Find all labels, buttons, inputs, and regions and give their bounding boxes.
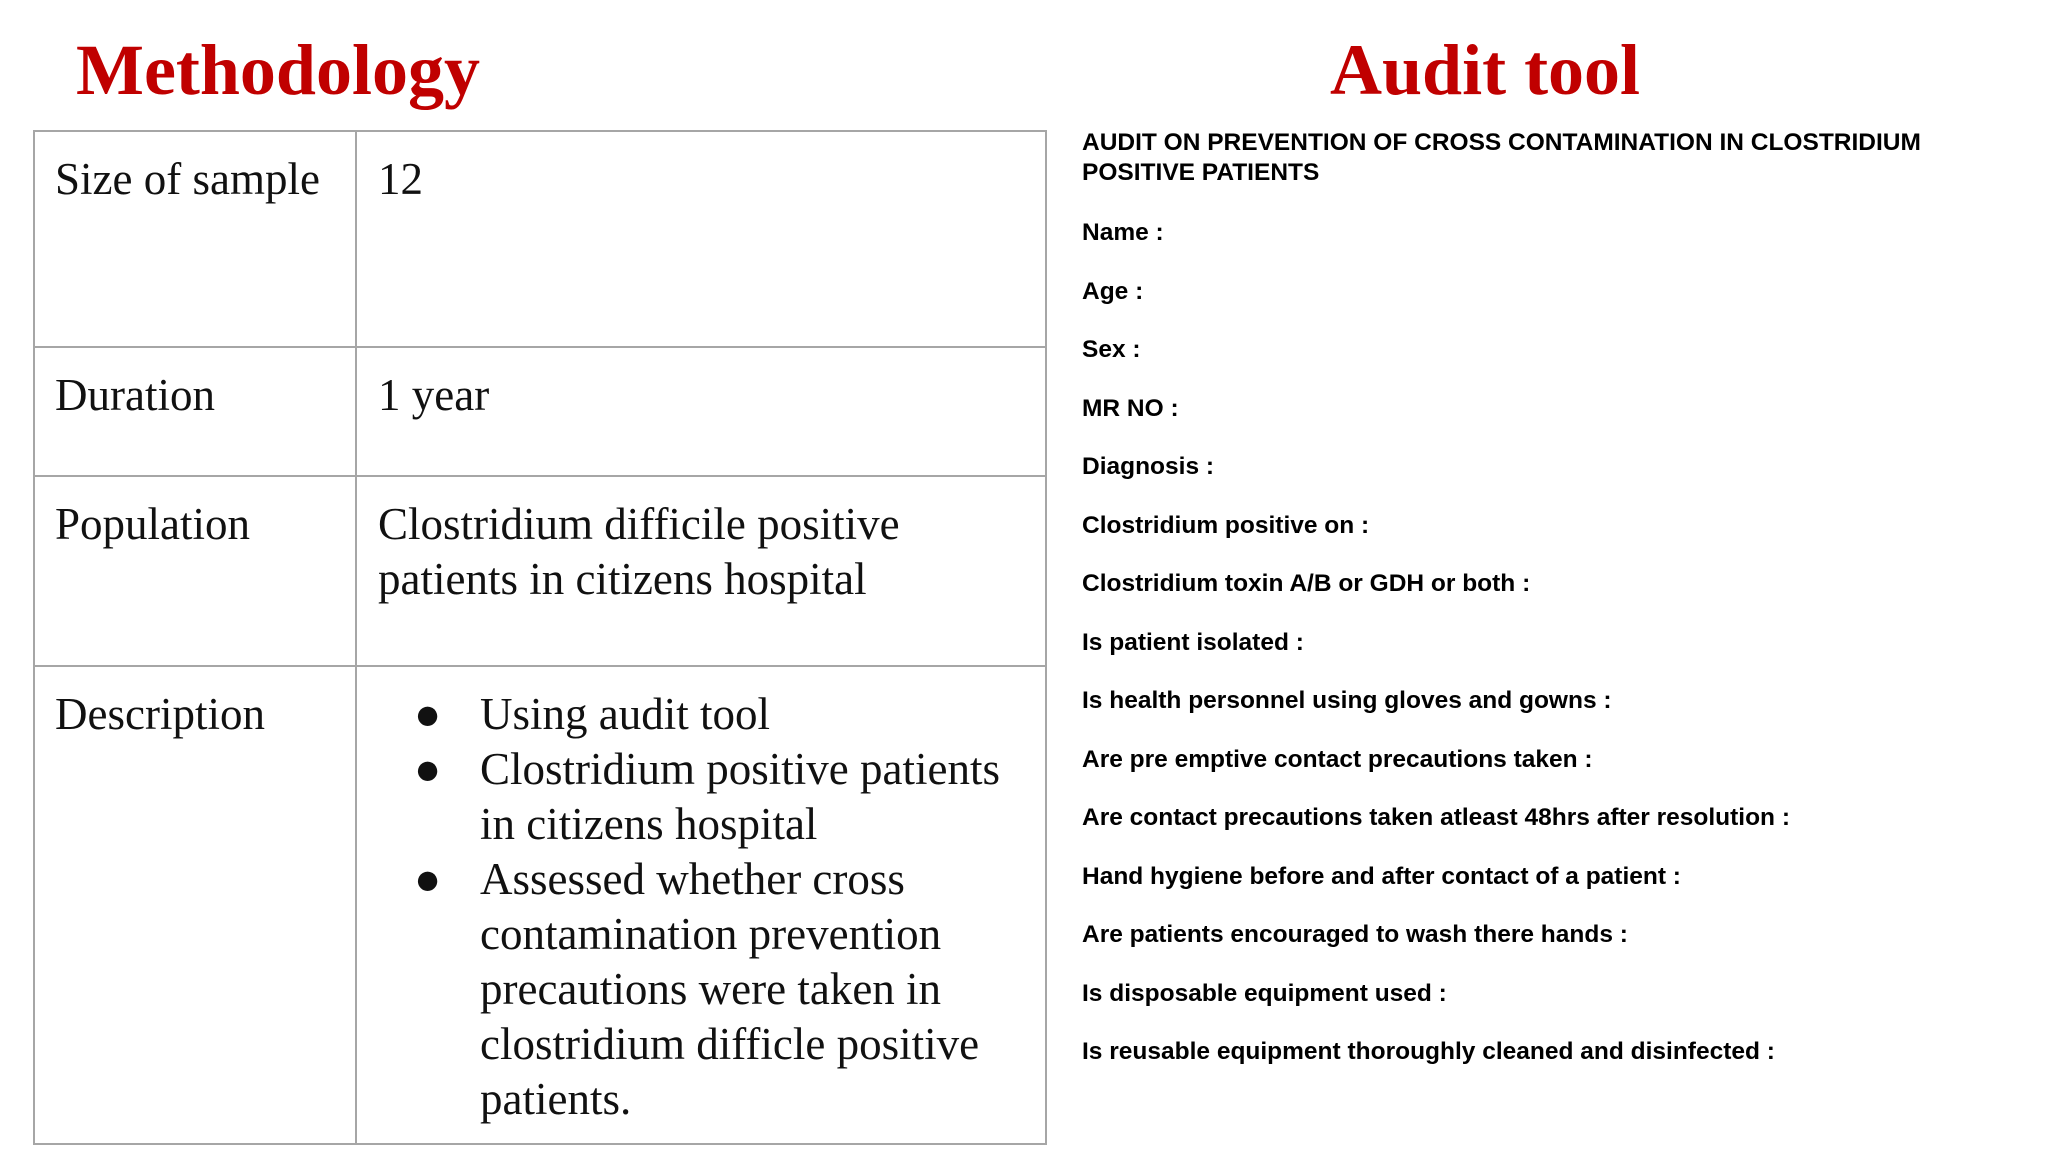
row-value: 1 year (356, 347, 1046, 476)
audit-field-clostridium-positive-on: Clostridium positive on : (1082, 511, 1370, 539)
audit-field-patient-isolated: Is patient isolated : (1082, 628, 1304, 656)
methodology-table (33, 130, 1047, 1145)
table-row-population (34, 476, 1046, 666)
row-label: Size of sample (34, 131, 356, 347)
table-row-size-of-sample (34, 131, 1046, 347)
audit-field-pre-emptive-precautions: Are pre emptive contact precautions taken : (1082, 745, 1593, 773)
row-value: 12 (356, 131, 1046, 347)
audit-field-gloves-and-gowns: Is health personnel using gloves and gowns : (1082, 687, 1612, 714)
audit-field-disposable-equipment: Is disposable equipment used : (1082, 979, 1447, 1007)
row-value: Clostridium difficile positive patients in citizens hospital (356, 476, 1046, 666)
audit-tool-form (1082, 128, 2022, 1065)
audit-tool-heading: Audit tool (1330, 30, 1641, 110)
audit-field-contact-precautions-48hrs: Are contact precautions taken atleast 48hrs after resolution : (1082, 804, 1790, 831)
audit-field-sex: Sex : (1082, 336, 1141, 363)
bullet-icon: ● (414, 854, 442, 904)
list-item (378, 742, 1025, 852)
bullet-text: Clostridium positive patients in citizens hospital (480, 744, 1000, 849)
audit-field-hand-hygiene: Hand hygiene before and after contact of a patient : (1082, 862, 1681, 890)
row-value (356, 666, 1046, 1144)
bullet-icon: ● (414, 689, 442, 739)
audit-form-title: AUDIT ON PREVENTION OF CROSS CONTAMINATION IN CLOSTRIDIUM POSITIVE PATIENTS (1082, 129, 1921, 186)
audit-field-patients-wash-hands: Are patients encouraged to wash there hands : (1082, 921, 1628, 948)
row-label: Duration (34, 347, 356, 476)
row-label: Description (34, 666, 356, 1144)
bullet-text: Using audit tool (480, 689, 770, 739)
row-label: Population (34, 476, 356, 666)
audit-field-age: Age : (1082, 277, 1144, 305)
bullet-icon: ● (414, 744, 442, 794)
methodology-heading: Methodology (76, 30, 480, 110)
table-row-description (34, 666, 1046, 1144)
audit-field-clostridium-toxin: Clostridium toxin A/B or GDH or both : (1082, 570, 1531, 597)
list-item (378, 687, 1025, 742)
table-row-duration (34, 347, 1046, 476)
bullet-text: Assessed whether cross contamination prevention precautions were taken in clostridium difficle positive patients. (480, 854, 980, 1124)
audit-field-name: Name : (1082, 219, 1164, 246)
audit-field-mr-no: MR NO : (1082, 394, 1179, 422)
audit-field-list (1082, 218, 1790, 1096)
audit-field-diagnosis: Diagnosis : (1082, 453, 1215, 480)
audit-field-reusable-equipment: Is reusable equipment thoroughly cleaned and disinfected : (1082, 1038, 1775, 1065)
description-bullet-list (378, 687, 1025, 1127)
list-item (378, 852, 1025, 1127)
